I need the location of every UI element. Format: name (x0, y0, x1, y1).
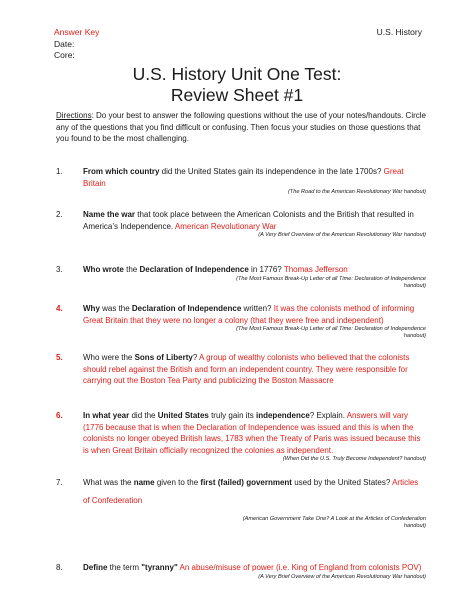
question-keyword: Sons of Liberty (134, 353, 193, 362)
answer-text: Answers will vary (1776 because that is when the Declaration of Independence was issued and this is when the colonists no longer obeyed British laws, 1783 when the Treaty of Paris was issued because this is when Great Britain officially recognized the colonies as independent. (83, 411, 421, 455)
question-2 (56, 209, 426, 239)
question-number: 4. (56, 304, 63, 313)
question-4 (56, 303, 426, 340)
question-keyword: first (failed) government (200, 478, 292, 487)
answer-text: It was the colonists method of informing Great Britain that they were no longer a colony (that they were free and independent) (83, 304, 415, 325)
question-text: truly gain its (208, 411, 256, 420)
question-number: 3. (56, 265, 63, 274)
question-keyword: In what year (83, 411, 130, 420)
question-1 (56, 166, 426, 196)
question-text: given to the (154, 478, 201, 487)
directions-label: Directions (56, 111, 92, 120)
core-label: Core: (54, 50, 75, 60)
question-8 (56, 562, 426, 581)
directions (56, 110, 428, 145)
question-keyword: name (133, 478, 155, 487)
question-keyword: Name the war (83, 210, 136, 219)
source-citation: (American Government Take One? A Look at the Articles of Confederation handout) (242, 516, 426, 529)
answer-text: Articles of Confederation (83, 478, 419, 505)
question-number: 8. (56, 563, 63, 572)
question-number: 7. (56, 478, 63, 487)
question-text: ? (192, 353, 200, 362)
directions-text: : Do your best to answer the following questions without the use of your notes/handouts. Circle any of the questions that you find difficult or confusing. Then focus your studies on those questions that you found to be the most challenging. (56, 111, 426, 143)
question-text: used by the United States? (291, 478, 393, 487)
question-3 (56, 264, 426, 290)
answer-key-label: Answer Key (54, 27, 100, 37)
question-text: the (123, 265, 140, 274)
answer-text: A group of wealthy colonists who believed that the colonists should rebel against the British and form an independent country. They were responsible for carrying out the Boston Tea Party and publicizing the Boston Massacre (83, 353, 410, 385)
source-citation: (A Very Brief Overview of the American Revolutionary War handout) (258, 573, 426, 580)
question-5 (56, 352, 426, 387)
answer-text: American Revolutionary War (174, 221, 277, 231)
question-text: ? Explain. (309, 411, 347, 420)
question-text: in 1776? (248, 265, 284, 274)
question-keyword: "tyranny" (141, 563, 178, 572)
subject-label: U.S. History (376, 27, 422, 37)
question-text: Who were the (83, 353, 135, 362)
question-number: 2. (56, 210, 63, 219)
source-citation: (A Very Brief Overview of the American Revolutionary War handout) (258, 232, 426, 238)
question-number: 1. (56, 167, 63, 176)
question-text: What was the (83, 478, 134, 487)
answer-text: Thomas Jefferson (283, 265, 348, 274)
source-citation: (When Did the U.S. Truly Become Independent? handout) (282, 456, 426, 462)
question-text: did the (129, 411, 158, 420)
answer-text: An abuse/misuse of power (i.e. King of England from colonists POV) (177, 563, 422, 572)
question-text: was the (99, 304, 132, 313)
source-citation: (The Most Famous Break-Up Letter of all Time: Declaration of Independence handout) (236, 326, 426, 339)
question-6 (56, 410, 426, 463)
question-keyword: independence (255, 411, 310, 420)
question-number: 6. (56, 411, 63, 420)
question-text: that took place between the American Colonists and the British that resulted in America’s Independence. (83, 210, 414, 231)
question-keyword: Define (83, 563, 108, 572)
source-citation: (The Road to the American Revolutionary War handout) (287, 189, 426, 195)
header-left (54, 27, 99, 62)
question-keyword: From which country (83, 167, 160, 176)
source-citation: (The Most Famous Break-Up Letter of all Time: Declaration of Independence handout) (236, 275, 426, 289)
question-keyword: United States (157, 411, 209, 420)
question-keyword: Who wrote (83, 265, 124, 274)
question-keyword: Declaration of Independence (131, 304, 242, 313)
question-text: did the United States gain its independence in the late 1700s? (159, 167, 384, 176)
answer-text: Great Britain (83, 167, 404, 188)
question-keyword: Why (83, 304, 100, 313)
question-number: 5. (56, 353, 63, 362)
question-keyword: Declaration of Independence (139, 265, 249, 274)
question-text: the term (107, 563, 142, 572)
question-text: written? (241, 304, 274, 313)
page-subtitle: Review Sheet #1 (170, 85, 304, 105)
page-title: U.S. History Unit One Test: (132, 64, 342, 84)
date-label: Date: (54, 38, 75, 49)
question-7 (56, 474, 426, 530)
